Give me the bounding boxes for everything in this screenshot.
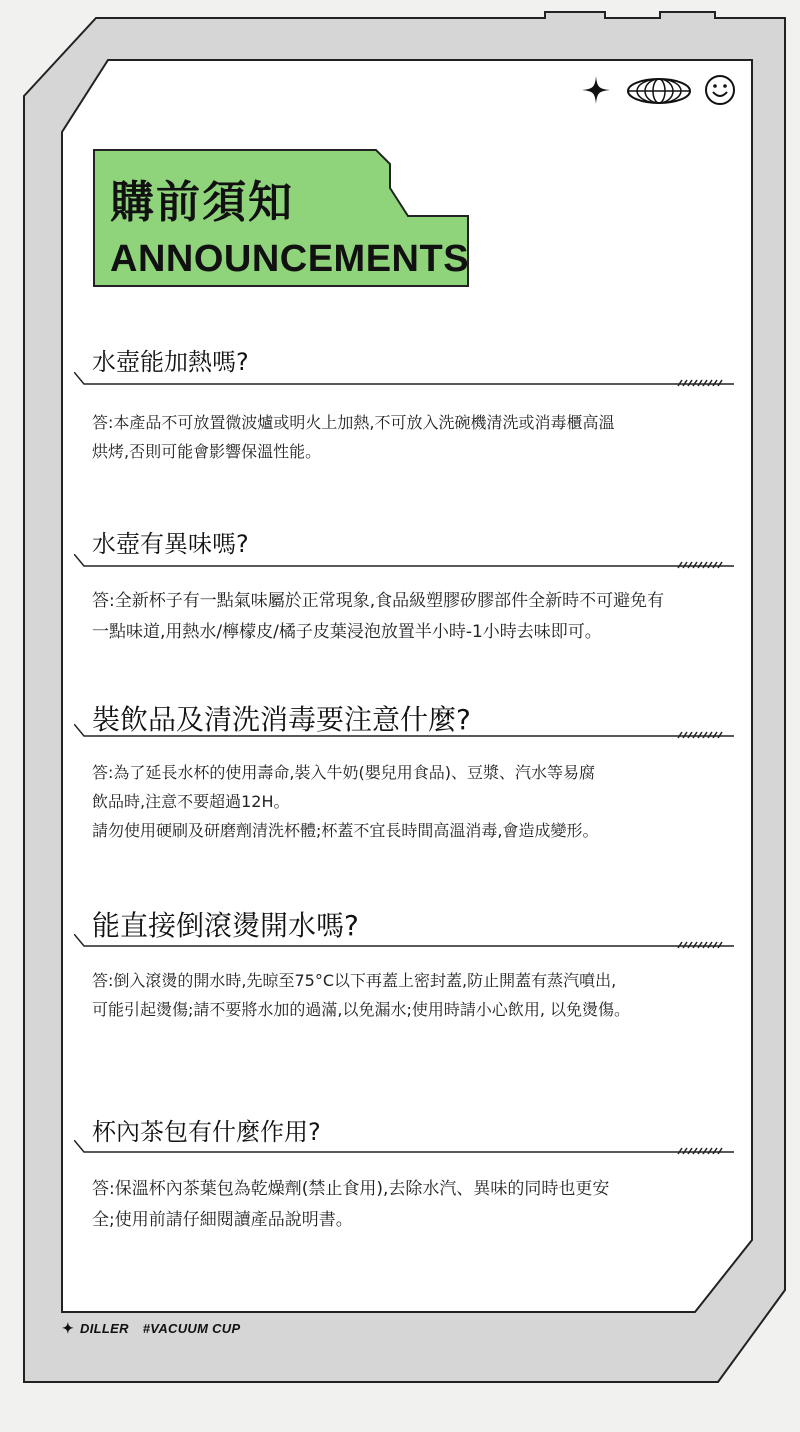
page-title: 購前須知 <box>110 177 294 228</box>
answer-line: 烘烤,否則可能會影響保溫性能。 <box>92 442 322 461</box>
faq-question: 水壺能加熱嗎? <box>92 348 249 376</box>
page-subtitle: ANNOUNCEMENTS <box>110 238 470 280</box>
faq-question: 水壺有異味嗎? <box>92 530 249 558</box>
faq-question: 裝飲品及清洗消毒要注意什麼? <box>92 703 471 736</box>
question-underline <box>74 1140 734 1156</box>
faq-question: 杯內茶包有什麼作用? <box>92 1118 321 1146</box>
header-icons <box>580 74 740 108</box>
answer-line: 可能引起燙傷;請不要將水加的過滿,以免漏水;使用時請小心飲用, 以免燙傷。 <box>92 1000 631 1019</box>
faq-answer <box>92 408 732 466</box>
faq-answer <box>92 586 732 648</box>
answer-line: 答:為了延長水杯的使用壽命,裝入牛奶(嬰兒用食品)、豆漿、汽水等易腐 <box>92 763 595 782</box>
smiley-icon <box>704 74 736 110</box>
answer-line: 全;使用前請仔細閱讀產品說明書。 <box>92 1210 353 1230</box>
question-underline <box>74 554 734 570</box>
answer-line: 答:全新杯子有一點氣味屬於正常現象,食品級塑膠矽膠部件全新時不可避免有 <box>92 591 665 611</box>
answer-line: 飲品時,注意不要超過12H。 <box>92 792 290 811</box>
faq-question: 能直接倒滾燙開水嗎? <box>92 909 359 942</box>
globe-icon <box>626 77 692 109</box>
question-underline <box>74 372 734 388</box>
sparkle-icon <box>580 74 612 110</box>
answer-line: 請勿使用硬刷及研磨劑清洗杯體;杯蓋不宜長時間高溫消毒,會造成變形。 <box>92 821 599 840</box>
answer-line: 答:倒入滾燙的開水時,先晾至75°C以下再蓋上密封蓋,防止開蓋有蒸汽噴出, <box>92 971 617 990</box>
faq-answer <box>92 758 732 845</box>
footer-brand <box>62 1320 240 1337</box>
question-underline <box>74 724 734 740</box>
brand-name: DILLER <box>80 1321 129 1336</box>
answer-line: 答:保溫杯內茶葉包為乾燥劑(禁止食用),去除水汽、異味的同時也更安 <box>92 1179 610 1199</box>
faq-answer <box>92 1174 732 1236</box>
answer-line: 答:本產品不可放置微波爐或明火上加熱,不可放入洗碗機清洗或消毒櫃高溫 <box>92 413 615 432</box>
faq-answer <box>92 966 732 1024</box>
brand-tag: #VACUUM CUP <box>142 1321 241 1336</box>
answer-line: 一點味道,用熱水/檸檬皮/橘子皮葉浸泡放置半小時-1小時去味即可。 <box>92 622 602 642</box>
sparkle-icon: ✦ <box>62 1320 75 1336</box>
question-underline <box>74 934 734 950</box>
